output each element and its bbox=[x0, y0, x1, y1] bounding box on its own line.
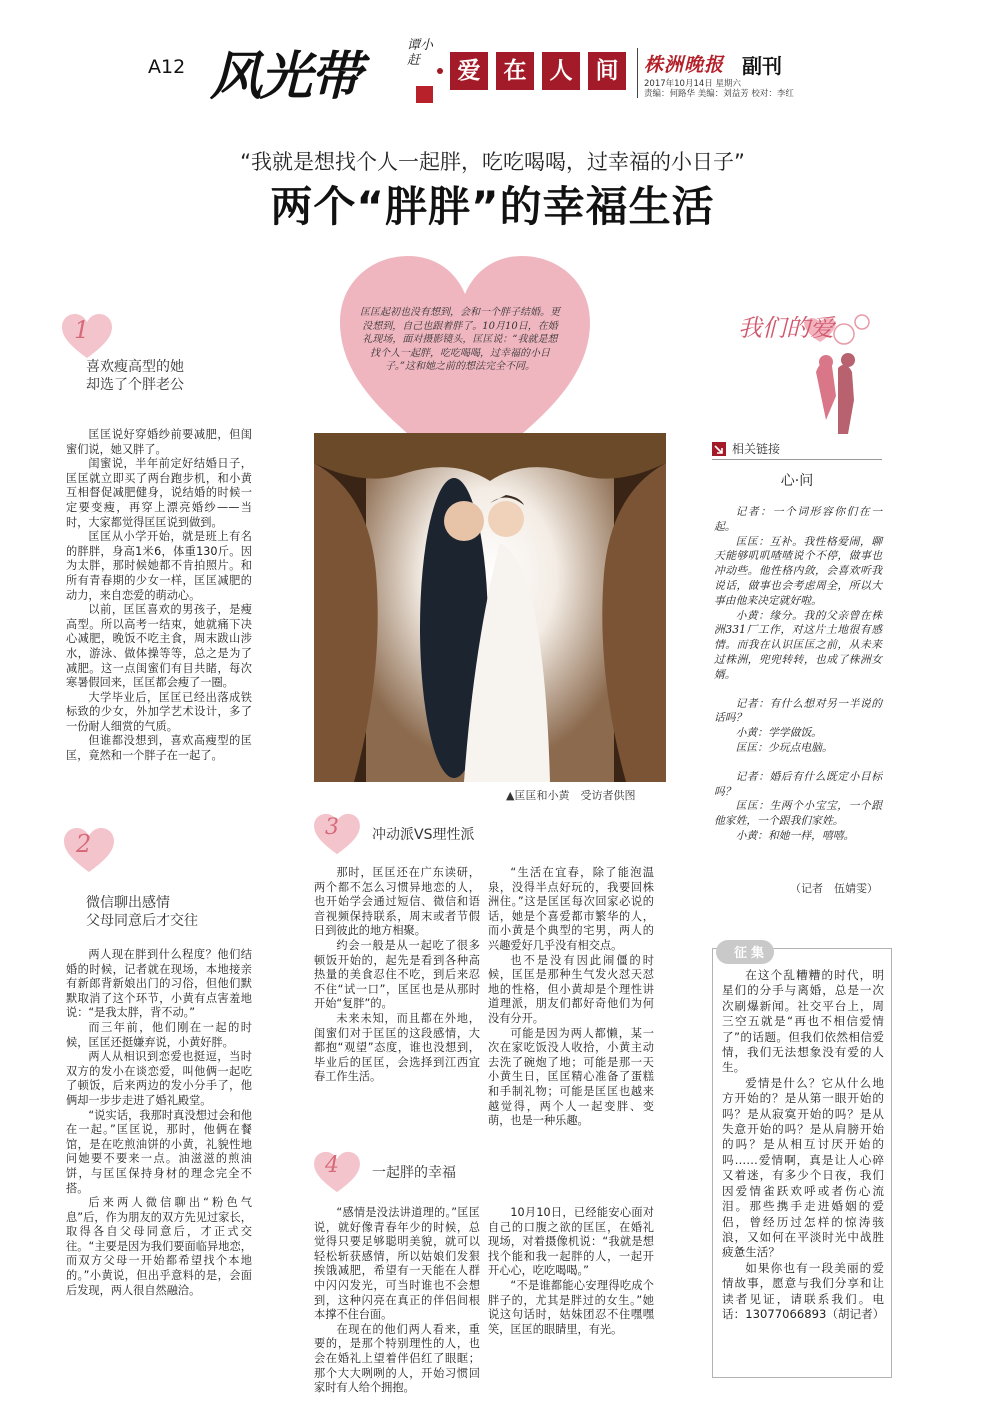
paragraph: 也不是没有因此闹僵的时候，匡匡是那种生气发火怼天怼地的性格，但小黄却是个理性讲道理派，朋友们都好奇他们为何没有分开。 bbox=[488, 953, 654, 1025]
section-heading-line: 冲动派VS理性派 bbox=[372, 827, 475, 843]
qa-line: 记者：一个词形容你们在一起。 bbox=[714, 505, 882, 533]
section-heading-line: 微信聊出感情 bbox=[86, 895, 170, 911]
paragraph: 以前，匡匡喜欢的男孩子，是瘦高型。所以高考一结束，她就痛下决心减肥，晚饭不吃主食，周末跋山涉水，游泳、做体操等等，总之是为了减肥。这一点闺蜜们有目共睹，每次寒暑假回来，匡匡都会瘦了一圈。 bbox=[66, 603, 252, 690]
supplement-label: 副刊 bbox=[742, 54, 782, 78]
section-body-column-right bbox=[488, 1206, 654, 1337]
section-heading-line: 却选了个胖老公 bbox=[86, 377, 184, 393]
qa-line: 匡匡：生两个小宝宝，一个跟他家姓，一个跟我们家姓。 bbox=[714, 799, 882, 828]
paragraph: 未来未知，而且都在外地，闺蜜们对于匡匡的这段感情，大都抱“观望”态度，谁也没想到，毕业后的匡匡，会选择到江西宜春工作生活。 bbox=[314, 1011, 480, 1084]
newspaper-name: 株洲晚报 bbox=[644, 54, 725, 76]
related-link-label: 相关链接 bbox=[732, 442, 781, 456]
link-arrow-icon bbox=[712, 442, 726, 456]
byline: （记者 伍婧雯） bbox=[790, 882, 878, 895]
seal-stamp-icon bbox=[416, 86, 433, 103]
section-body-column-left bbox=[314, 866, 480, 1085]
paragraph: “不是谁都能心安理得吃成个胖子的，尤其是胖过的女生。”她说这句话时，姑妹团忍不住嘿嘿笑，匡匡的眼睛里，有光。 bbox=[488, 1278, 654, 1336]
section-badge-char: 人 bbox=[542, 52, 580, 90]
paragraph: “感情是没法讲道理的。”匡匡说，就好像青春年少的时候，总觉得只要足够聪明美貌，就可以轻松斩获感情，所以姑娘们发狠挨饿减肥，希望有一天能在人群中闪闪发光，可当时谁也不会想到，这种闪亮在真正的伴侣间根本撑不住台面。 bbox=[314, 1206, 480, 1322]
paragraph: 后来两人微信聊出“粉色气息”后，作为朋友的双方先见过家长，取得各自父母同意后，才正式交往。“主要是因为我们要面临异地恋，而双方父母一开始都希望找个本地的。”小黄说，但出乎意料的是，会面后发现，两人很自然融洽。 bbox=[66, 1196, 252, 1297]
section-badge-char: 爱 bbox=[450, 52, 488, 90]
section-heading-line: 父母同意后才交往 bbox=[86, 913, 198, 929]
photo-caption: ▲匡匡和小黄 受访者供图 bbox=[506, 789, 636, 802]
couple-ornament-icon bbox=[720, 282, 880, 442]
section-heading-line: 喜欢瘦高型的她 bbox=[86, 359, 184, 375]
page-number: A12 bbox=[148, 56, 186, 78]
qa-line: 匡匡：少玩点电脑。 bbox=[735, 740, 833, 754]
section-body bbox=[66, 428, 252, 764]
masthead-divider bbox=[637, 48, 638, 98]
heart-pull-quote: 匡匡起初也没有想到，会和一个胖子结婚。更没想到，自己也跟着胖了。10月10日，在婚礼现场，面对摄影镜头，匡匡说：“我就是想找个人一起胖，吃吃喝喝，过幸福的小日子。”这和她之前的想法完全不同。 bbox=[360, 307, 560, 373]
section-body-column-right bbox=[488, 866, 654, 1129]
section-badge-char: 在 bbox=[496, 52, 534, 90]
link-rule bbox=[712, 459, 882, 460]
headline-title: 两个“胖胖”的幸福生活 bbox=[270, 182, 715, 231]
section-heading-line: 一起胖的幸福 bbox=[372, 1165, 456, 1181]
paragraph: 但谁都没想到，喜欢高瘦型的匡匡，竟然和一个胖子在一起了。 bbox=[66, 734, 252, 763]
section-heading bbox=[372, 826, 474, 844]
qa-line: 记者：婚后有什么既定小目标吗？ bbox=[714, 769, 882, 798]
section-heading bbox=[86, 894, 198, 930]
interview-title: 心·问 bbox=[780, 473, 814, 489]
masthead-dateline bbox=[644, 79, 814, 99]
paragraph: 而三年前，他们刚在一起的时候，匡匡还挺嫌弃说，小黄好胖。 bbox=[66, 1020, 252, 1049]
paragraph: “生活在宜春，除了能泡温泉，没得半点好玩的，我要回株洲住。”这是匡匡每次回家必说的话，她是个喜爱都市繁华的人，而小黄是个典型的宅男，两人的兴趣爱好几乎没有相交点。 bbox=[488, 866, 654, 952]
ornament-title: 我们的爱 bbox=[738, 314, 834, 342]
solicit-body bbox=[722, 968, 884, 1322]
qa-line: 小黄：学学做饭。 bbox=[735, 726, 822, 740]
date-line: 2017年10月14日 星期六 bbox=[644, 79, 741, 89]
section-number: 1 bbox=[74, 316, 90, 344]
section-number: 2 bbox=[76, 830, 92, 858]
paragraph: 两人从相识到恋爱也挺逗，当时双方的发小在谈恋爱，叫他俩一起吃了顿饭，后来两边的发小分手了，他俩却一步步走进了婚礼殿堂。 bbox=[66, 1050, 252, 1107]
qa-line: 小黄：缘分。我的父亲曾在株洲331厂工作，对这片土地很有感情。而我在认识匡匡之前，从未来过株洲，兜兜转转，也成了株洲女婿。 bbox=[714, 608, 882, 681]
section-body bbox=[66, 948, 252, 1298]
section-number: 4 bbox=[325, 1153, 339, 1178]
solicit-paragraph: 如果你也有一段美丽的爱情故事，愿意与我们分享和让读者见证，请联系我们。电话：13077066893（胡记者） bbox=[722, 1260, 885, 1321]
paragraph: “说实话，我那时真没想过会和他在一起。”匡匡说，那时，他俩在餐馆，是在吃煎油饼的小黄，礼貌性地问她要不要来一点。油滋滋的煎油饼，与匡匡保持身材的理念完全不搭。 bbox=[66, 1108, 252, 1195]
paragraph: 大学毕业后，匡匡已经出落成铁标致的少女，外加学艺术设计，多了一份耐人细赏的气质。 bbox=[66, 690, 252, 733]
section-number: 3 bbox=[325, 815, 339, 840]
qa-line: 小黄：和她一样，嘻嘻。 bbox=[735, 828, 855, 842]
section-badge-char: 间 bbox=[588, 52, 626, 90]
section-body-column-left bbox=[314, 1206, 480, 1396]
paragraph: 闺蜜说，半年前定好结婚日子，匡匡就立即买了两台跑步机，和小黄互相督促减肥健身，说结婚的时候一定要变瘦，再穿上漂亮婚纱——当时，大家都觉得匡匡说到做到。 bbox=[66, 457, 252, 529]
wedding-photo bbox=[314, 433, 666, 782]
staff-line: 责编：何路华 美编：刘益芳 校对：李红 bbox=[644, 89, 794, 99]
brand-calligraphy-signature: 谭小赶 bbox=[407, 38, 434, 68]
paragraph: 10月10日，已经能安心面对自己的口腹之欲的匡匡，在婚礼现场，对着摄像机说：“我就是想找个能和我一起胖的人，一起开开心心，吃吃喝喝。” bbox=[488, 1206, 654, 1278]
paragraph: 约会一般是从一起吃了很多顿饭开始的，起先是看到各种高热量的美食忍住不吃，到后来忍不住“试一口”，匡匡也是从那时开始“复胖”的。 bbox=[314, 938, 480, 1011]
qa-spacer bbox=[714, 683, 882, 697]
paragraph: 两人现在胖到什么程度？他们结婚的时候，记者就在现场，本地接亲有新郎背新娘出门的习俗，但他们默默取消了这个环节，小黄有点害羞地说：“是我太胖，背不动。” bbox=[66, 948, 252, 1020]
solicit-paragraph: 在这个乱糟糟的时代，明星们的分手与离婚，总是一次次刷爆新闻。社交平台上，周三空五就是“再也不相信爱情了”的话题。但我们依然相信爱情，我们无法想象没有爱的人生。 bbox=[722, 968, 884, 1075]
separator-dot-icon bbox=[437, 68, 443, 74]
paragraph: 匡匡说好穿婚纱前要减肥，但闺蜜们说，她又胖了。 bbox=[66, 428, 252, 456]
section-heading bbox=[372, 1164, 456, 1182]
qa-spacer bbox=[714, 756, 882, 770]
qa-line: 记者：有什么想对另一半说的话吗？ bbox=[714, 696, 882, 725]
paragraph: 可能是因为两人都懒，某一次在家吃饭没人收拾，小黄主动去洗了碗炮了地；可能是那一天小黄生日，匡匡精心准备了蛋糕和手制礼物；可能是匡匡也越来越觉得，两个人一起变胖、变萌，也是一种乐趣。 bbox=[488, 1026, 654, 1128]
paragraph: 在现在的他们两人看来，重要的，是那个特别理性的人，也会在婚礼上望着伴侣红了眼眶；那个大大咧咧的人，开始习惯回家时有人给个拥抱。 bbox=[314, 1322, 480, 1395]
solicit-paragraph: 爱情是什么？它从什么地方开始的？是从第一眼开始的吗？是从寂寞开始的吗？是从失意开始的吗？是从肩膀开始的吗？是从相互讨厌开始的吗……爱情啊，真是让人心碎又着迷，有多少个日夜，我们因爱情雀跃欢呼或者伤心流泪。那些携手走进婚姻的爱侣，曾经历过怎样的惊涛骇浪，又如何在平淡时光中战胜疲惫生活？ bbox=[722, 1075, 884, 1260]
paragraph: 匡匡从小学开始，就是班上有名的胖胖，身高1米6，体重130斤。因为太胖，那时候她都不肯拍照片。和所有青春期的少女一样，匡匡减肥的动力，来自恋爱的萌动心。 bbox=[66, 530, 252, 602]
interview-qa bbox=[714, 505, 882, 844]
qa-line: 匡匡：互补。我性格爱闹，聊天能够叽叽喳喳说个不停，做事也冲动些。他性格内敛，会喜欢听我说话，做事也会考虑周全，所以大事由他来决定就好啦。 bbox=[714, 534, 882, 607]
solicit-badge: 征集 bbox=[734, 946, 769, 961]
headline-kicker: “我就是想找个人一起胖，吃吃喝喝，过幸福的小日子” bbox=[240, 150, 745, 174]
brand-logo: 风光带 bbox=[210, 46, 361, 107]
paragraph: 那时，匡匡还在广东读研，两个都不怎么习惯异地恋的人，也开始学会通过短信、微信和语音视频保持联系，周末或者节假日到彼此的地方相聚。 bbox=[314, 866, 480, 938]
section-heading bbox=[86, 358, 184, 394]
